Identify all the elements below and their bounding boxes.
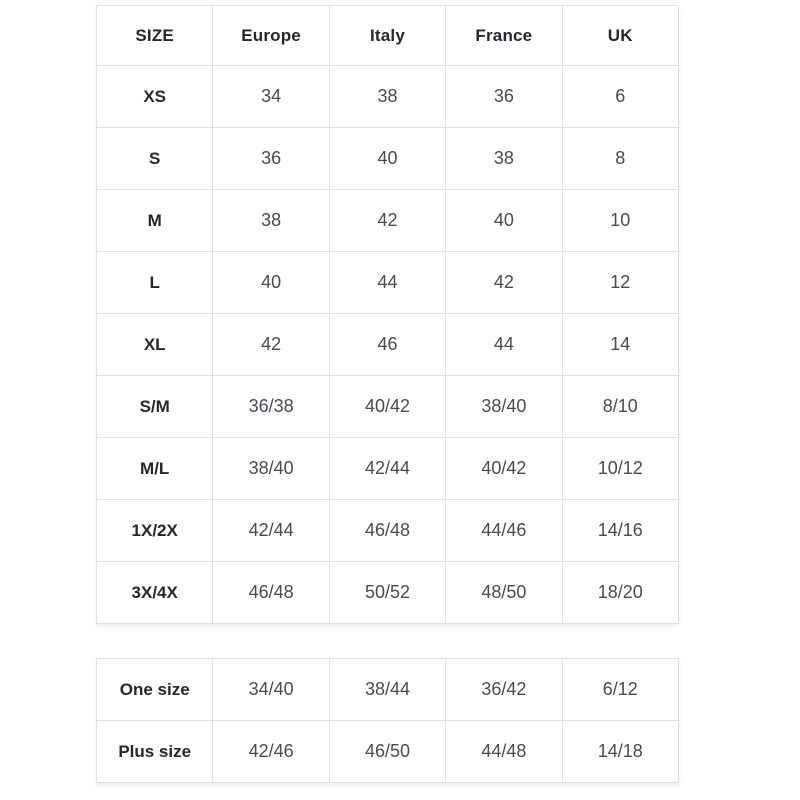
- value-cell: 36/42: [446, 659, 562, 721]
- table-row-xs: [97, 66, 679, 128]
- table-header: [97, 6, 679, 66]
- value-cell: 44/46: [446, 500, 562, 562]
- value-cell: 36: [446, 66, 562, 128]
- table-row-one-size: [97, 659, 679, 721]
- size-chart-container: [96, 0, 679, 783]
- table-row-m: [97, 190, 679, 252]
- value-cell: 40: [446, 190, 562, 252]
- size-label-cell: S: [97, 128, 213, 190]
- value-cell: 40/42: [446, 438, 562, 500]
- value-cell: 6: [562, 66, 678, 128]
- value-cell: 46/48: [213, 562, 329, 624]
- value-cell: 46: [329, 314, 445, 376]
- size-conversion-table: [96, 5, 679, 624]
- header-row: [97, 6, 679, 66]
- value-cell: 6/12: [562, 659, 678, 721]
- value-cell: 50/52: [329, 562, 445, 624]
- value-cell: 38: [213, 190, 329, 252]
- value-cell: 40: [329, 128, 445, 190]
- size-label-cell: 1X/2X: [97, 500, 213, 562]
- size-label-cell: 3X/4X: [97, 562, 213, 624]
- table-row-m-l: [97, 438, 679, 500]
- value-cell: 48/50: [446, 562, 562, 624]
- size-label-cell: Plus size: [97, 721, 213, 783]
- value-cell: 44: [446, 314, 562, 376]
- table-gap: [96, 624, 679, 658]
- size-label-cell: S/M: [97, 376, 213, 438]
- value-cell: 42: [329, 190, 445, 252]
- value-cell: 12: [562, 252, 678, 314]
- table-row-plus-size: [97, 721, 679, 783]
- value-cell: 8: [562, 128, 678, 190]
- value-cell: 10/12: [562, 438, 678, 500]
- size-label-cell: M: [97, 190, 213, 252]
- value-cell: 10: [562, 190, 678, 252]
- table-row-l: [97, 252, 679, 314]
- column-header-france: France: [446, 6, 562, 66]
- value-cell: 42: [213, 314, 329, 376]
- value-cell: 8/10: [562, 376, 678, 438]
- column-header-europe: Europe: [213, 6, 329, 66]
- column-header-size: SIZE: [97, 6, 213, 66]
- table-row-s: [97, 128, 679, 190]
- value-cell: 44: [329, 252, 445, 314]
- size-label-cell: L: [97, 252, 213, 314]
- value-cell: 42/44: [213, 500, 329, 562]
- value-cell: 18/20: [562, 562, 678, 624]
- value-cell: 36/38: [213, 376, 329, 438]
- value-cell: 46/50: [329, 721, 445, 783]
- value-cell: 44/48: [446, 721, 562, 783]
- value-cell: 42: [446, 252, 562, 314]
- value-cell: 14/16: [562, 500, 678, 562]
- value-cell: 34/40: [213, 659, 329, 721]
- value-cell: 38/44: [329, 659, 445, 721]
- value-cell: 34: [213, 66, 329, 128]
- table-body: [97, 659, 679, 783]
- column-header-italy: Italy: [329, 6, 445, 66]
- value-cell: 38: [329, 66, 445, 128]
- table-row-1x-2x: [97, 500, 679, 562]
- value-cell: 42/44: [329, 438, 445, 500]
- table-body: [97, 66, 679, 624]
- value-cell: 42/46: [213, 721, 329, 783]
- one-size-plus-size-table: [96, 658, 679, 783]
- table-row-3x-4x: [97, 562, 679, 624]
- size-label-cell: XL: [97, 314, 213, 376]
- table-row-s-m: [97, 376, 679, 438]
- size-label-cell: XS: [97, 66, 213, 128]
- size-label-cell: One size: [97, 659, 213, 721]
- value-cell: 38/40: [446, 376, 562, 438]
- size-label-cell: M/L: [97, 438, 213, 500]
- value-cell: 38/40: [213, 438, 329, 500]
- value-cell: 14: [562, 314, 678, 376]
- column-header-uk: UK: [562, 6, 678, 66]
- value-cell: 14/18: [562, 721, 678, 783]
- table-row-xl: [97, 314, 679, 376]
- value-cell: 38: [446, 128, 562, 190]
- value-cell: 46/48: [329, 500, 445, 562]
- value-cell: 36: [213, 128, 329, 190]
- value-cell: 40: [213, 252, 329, 314]
- value-cell: 40/42: [329, 376, 445, 438]
